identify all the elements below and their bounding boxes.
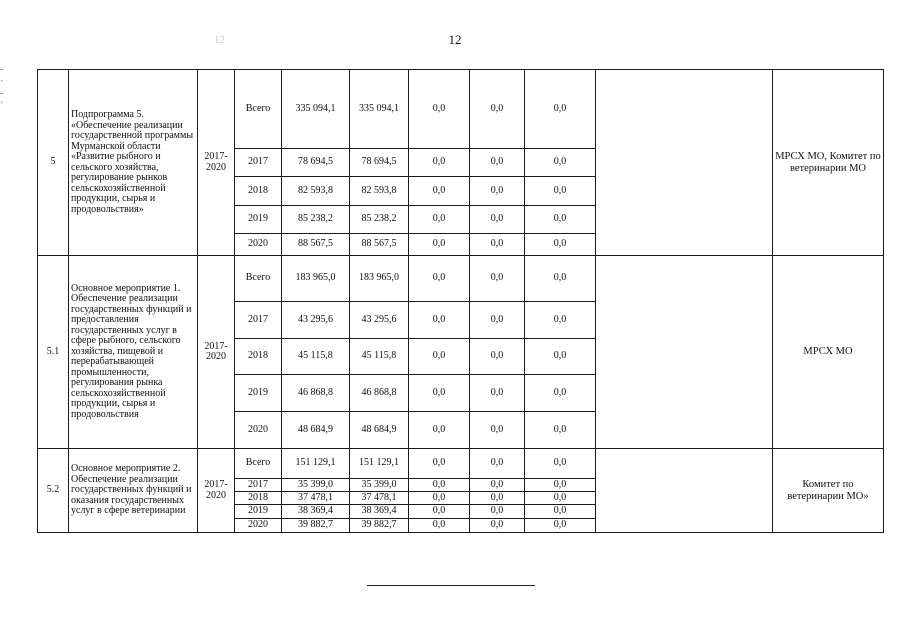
value-col4: 0,0 [470, 519, 525, 533]
total-value: 43 295,6 [282, 302, 350, 339]
value-col4: 0,0 [470, 479, 525, 492]
value-col3: 0,0 [409, 177, 470, 206]
row-number: 5 [38, 70, 69, 256]
measure-name: Основное мероприятие 2. Обеспечение реализации государственных функций и оказания государственных услуг в сфере ветеринарии [69, 449, 198, 533]
value-col5: 0,0 [525, 449, 596, 479]
total-value: 82 593,8 [282, 177, 350, 206]
year-cell: Всего [235, 449, 282, 479]
year-cell: Всего [235, 70, 282, 149]
margin-mark: · [0, 76, 4, 87]
year-cell: 2017 [235, 149, 282, 177]
total-value: 35 399,0 [282, 479, 350, 492]
executor: Комитет по ветеринарии МО» [773, 449, 884, 533]
value-col3: 0,0 [409, 256, 470, 302]
value-col4: 0,0 [470, 505, 525, 519]
regional-value: 39 882,7 [350, 519, 409, 533]
value-col4: 0,0 [470, 206, 525, 234]
empty-cell [596, 256, 773, 449]
regional-value: 82 593,8 [350, 177, 409, 206]
value-col4: 0,0 [470, 256, 525, 302]
measure-name: Основное мероприятие 1. Обеспечение реализации государственных функций и предоставления государственных услуг в сфере рыбного, сельского хозяйства, пищевой и перерабатывающей промышленности, регулирования рынка сельскохозяйственной продукции, сырья и продовольствия [69, 256, 198, 449]
value-col4: 0,0 [470, 339, 525, 375]
year-cell: 2019 [235, 206, 282, 234]
year-cell: 2017 [235, 302, 282, 339]
total-value: 85 238,2 [282, 206, 350, 234]
regional-value: 335 094,1 [350, 70, 409, 149]
table-row [38, 449, 884, 479]
total-value: 335 094,1 [282, 70, 350, 149]
row-number: 5.2 [38, 449, 69, 533]
year-cell: 2020 [235, 519, 282, 533]
year-cell: 2020 [235, 412, 282, 449]
value-col3: 0,0 [409, 149, 470, 177]
margin-mark: - [0, 64, 4, 75]
value-col4: 0,0 [470, 70, 525, 149]
value-col5: 0,0 [525, 492, 596, 505]
regional-value: 183 965,0 [350, 256, 409, 302]
total-value: 38 369,4 [282, 505, 350, 519]
value-col3: 0,0 [409, 234, 470, 256]
value-col3: 0,0 [409, 492, 470, 505]
value-col3: 0,0 [409, 449, 470, 479]
executor: МРСХ МО [773, 256, 884, 449]
value-col4: 0,0 [470, 177, 525, 206]
table-row [38, 256, 884, 302]
executor: МРСХ МО, Комитет по ветеринарии МО [773, 70, 884, 256]
value-col3: 0,0 [409, 505, 470, 519]
total-value: 45 115,8 [282, 339, 350, 375]
regional-value: 151 129,1 [350, 449, 409, 479]
total-value: 37 478,1 [282, 492, 350, 505]
measure-name: Подпрограмма 5. «Обеспечение реализации государственной программы Мурманской области «Развитие рыбного и сельского хозяйства, регулирование рынков сельскохозяйственной продукции, сырья и продовольствия» [69, 70, 198, 256]
total-value: 183 965,0 [282, 256, 350, 302]
footer-rule [367, 585, 535, 586]
value-col3: 0,0 [409, 412, 470, 449]
regional-value: 38 369,4 [350, 505, 409, 519]
regional-value: 85 238,2 [350, 206, 409, 234]
value-col5: 0,0 [525, 519, 596, 533]
empty-cell [596, 449, 773, 533]
year-cell: 2018 [235, 492, 282, 505]
value-col4: 0,0 [470, 375, 525, 412]
year-cell: 2019 [235, 375, 282, 412]
value-col5: 0,0 [525, 412, 596, 449]
year-cell: 2017 [235, 479, 282, 492]
value-col4: 0,0 [470, 302, 525, 339]
value-col5: 0,0 [525, 302, 596, 339]
value-col3: 0,0 [409, 70, 470, 149]
value-col4: 0,0 [470, 449, 525, 479]
total-value: 78 694,5 [282, 149, 350, 177]
year-cell: 2018 [235, 177, 282, 206]
funding-table [37, 69, 884, 533]
empty-cell [596, 70, 773, 256]
regional-value: 88 567,5 [350, 234, 409, 256]
regional-value: 45 115,8 [350, 339, 409, 375]
year-cell: 2018 [235, 339, 282, 375]
total-value: 88 567,5 [282, 234, 350, 256]
value-col5: 0,0 [525, 339, 596, 375]
regional-value: 43 295,6 [350, 302, 409, 339]
total-value: 39 882,7 [282, 519, 350, 533]
value-col3: 0,0 [409, 375, 470, 412]
value-col3: 0,0 [409, 206, 470, 234]
value-col5: 0,0 [525, 149, 596, 177]
value-col3: 0,0 [409, 479, 470, 492]
margin-mark: - [0, 88, 4, 99]
value-col5: 0,0 [525, 206, 596, 234]
value-col4: 0,0 [470, 492, 525, 505]
regional-value: 78 694,5 [350, 149, 409, 177]
year-cell: Всего [235, 256, 282, 302]
regional-value: 37 478,1 [350, 492, 409, 505]
value-col5: 0,0 [525, 375, 596, 412]
total-value: 46 868,8 [282, 375, 350, 412]
period: 2017-2020 [198, 256, 235, 449]
value-col5: 0,0 [525, 256, 596, 302]
year-cell: 2019 [235, 505, 282, 519]
regional-value: 46 868,8 [350, 375, 409, 412]
value-col3: 0,0 [409, 519, 470, 533]
value-col5: 0,0 [525, 177, 596, 206]
row-number: 5.1 [38, 256, 69, 449]
period: 2017-2020 [198, 449, 235, 533]
value-col4: 0,0 [470, 234, 525, 256]
period: 2017-2020 [198, 70, 235, 256]
faint-page-number: 12 [214, 34, 225, 46]
value-col3: 0,0 [409, 302, 470, 339]
total-value: 151 129,1 [282, 449, 350, 479]
total-value: 48 684,9 [282, 412, 350, 449]
margin-mark: · [0, 98, 4, 109]
value-col5: 0,0 [525, 505, 596, 519]
value-col5: 0,0 [525, 479, 596, 492]
regional-value: 35 399,0 [350, 479, 409, 492]
year-cell: 2020 [235, 234, 282, 256]
value-col5: 0,0 [525, 70, 596, 149]
table-row [38, 70, 884, 149]
regional-value: 48 684,9 [350, 412, 409, 449]
value-col4: 0,0 [470, 412, 525, 449]
page-number: 12 [448, 32, 462, 47]
value-col3: 0,0 [409, 339, 470, 375]
value-col4: 0,0 [470, 149, 525, 177]
value-col5: 0,0 [525, 234, 596, 256]
